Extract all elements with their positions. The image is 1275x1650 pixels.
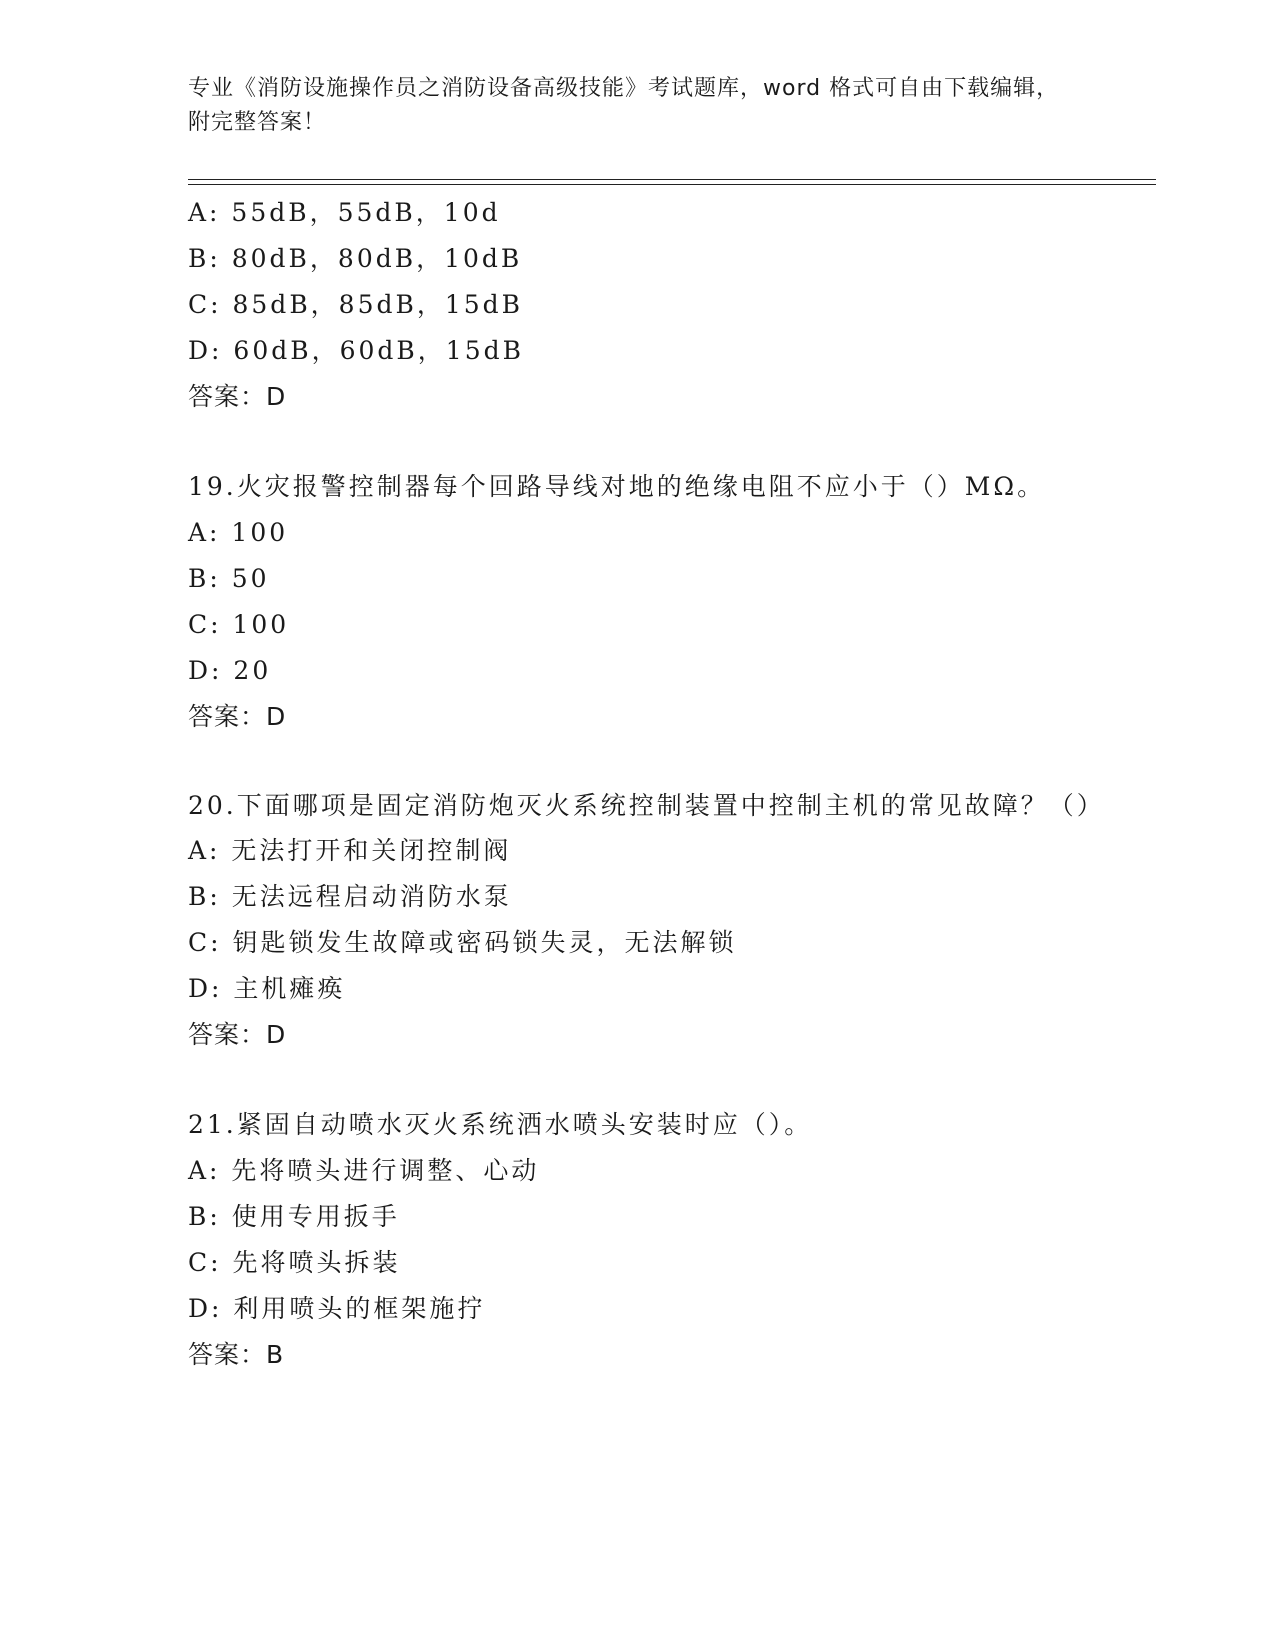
block-spacer (188, 420, 1148, 464)
option-b: B: 无法远程启动消防水泵 (188, 882, 512, 911)
option-c: C: 钥匙锁发生故障或密码锁失灵，无法解锁 (188, 928, 737, 957)
option-c: C: 先将喷头拆装 (188, 1248, 401, 1277)
option-b: B: 50 (188, 564, 270, 593)
question-text: 20.下面哪项是固定消防炮灭火系统控制装置中控制主机的常见故障？（） (188, 791, 1105, 820)
option-a: A: 100 (188, 518, 289, 547)
option-d: D: 60dB，60dB，15dB (188, 336, 524, 365)
option-a: A: 55dB，55dB，10d (188, 198, 501, 227)
option-d: D: 利用喷头的框架施拧 (188, 1294, 486, 1323)
document-header: 专业《消防设施操作员之消防设备高级技能》考试题库，word 格式可自由下载编辑，附完整答案！ (188, 76, 1060, 135)
question-text: 21.紧固自动喷水灭火系统洒水喷头安装时应（）。 (188, 1110, 813, 1139)
option-d: D: 20 (188, 656, 272, 685)
block-spacer (188, 740, 1148, 784)
question-block (188, 1102, 1148, 1378)
answer-line: 答案：D (188, 382, 287, 411)
answer-line: 答案：B (188, 1340, 285, 1369)
question-text: 19.火灾报警控制器每个回路导线对地的绝缘电阻不应小于（）MΩ。 (188, 472, 1046, 501)
question-list (188, 190, 1148, 1378)
header-divider-top (188, 179, 1156, 180)
option-a: A: 先将喷头进行调整、心动 (188, 1156, 540, 1185)
option-b: B: 使用专用扳手 (188, 1202, 400, 1231)
option-c: C: 85dB，85dB，15dB (188, 290, 524, 319)
question-block (188, 784, 1148, 1058)
option-a: A: 无法打开和关闭控制阀 (188, 836, 512, 865)
option-c: C: 100 (188, 610, 290, 639)
question-block (188, 190, 1148, 420)
option-d: D: 主机瘫痪 (188, 974, 346, 1003)
answer-line: 答案：D (188, 702, 287, 731)
option-b: B: 80dB，80dB，10dB (188, 244, 523, 273)
question-block (188, 464, 1148, 740)
header-divider-bottom (188, 184, 1156, 185)
block-spacer (188, 1058, 1148, 1102)
answer-line: 答案：D (188, 1020, 287, 1049)
